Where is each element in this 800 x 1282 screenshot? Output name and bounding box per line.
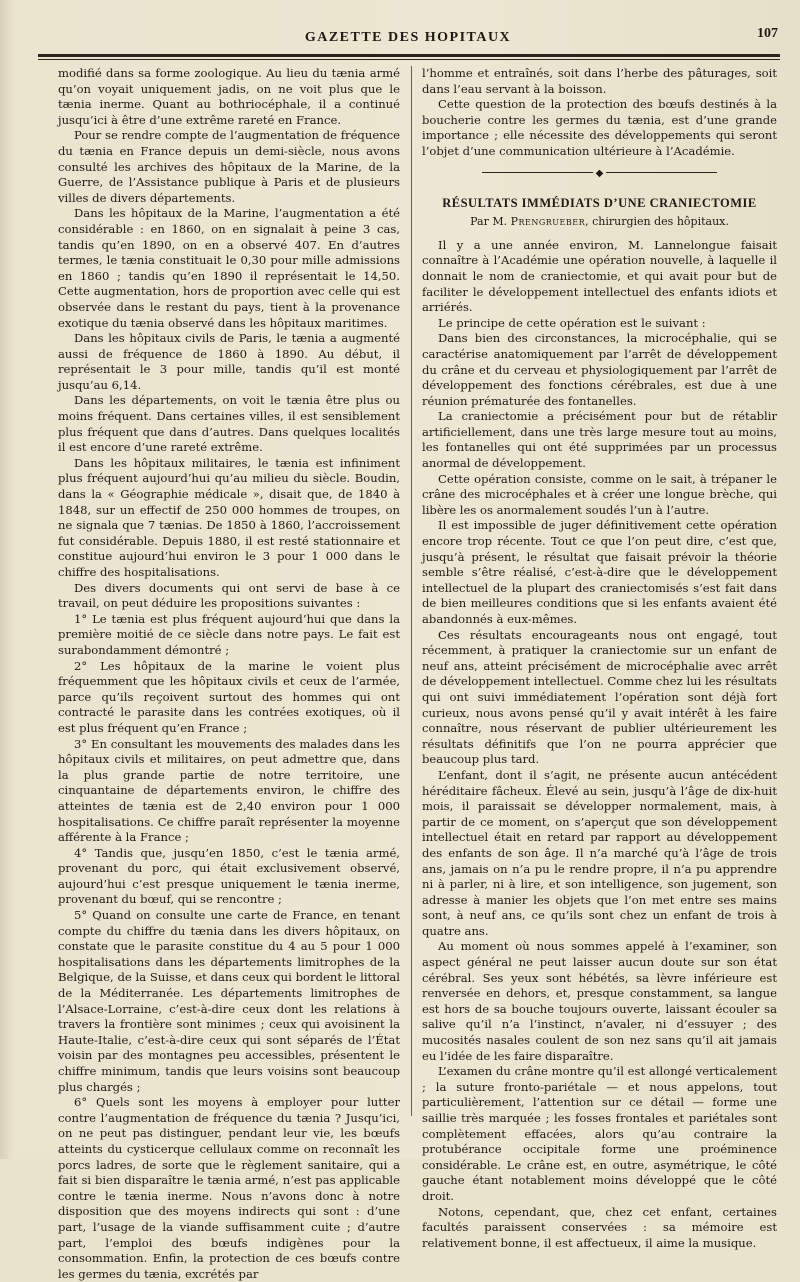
header-rule-thick xyxy=(38,54,780,57)
paragraph: 6° Quels sont les moyens à employer pour lutter contre l’augmentation de fréquence du tænia ? Jusqu’ici, on ne peut pas distinguer, pendant leur vie, les bœufs atteints du cysticerque cellulaux comme on reconnaît les porcs ladres, de sorte que le règlement sanitaire, qui a fait si bien disparaître le tænia armé, n’est pas applicable contre le tænia inerme. Nous n’avons donc à notre disposition que des moyens indirects qui sont : d’une part, l’usage de la viande suffisamment cuite ; d’autre part, l’emploi des bœufs indigènes pour la consommation. Enfin, la protection de ces bœufs contre les germes du tænia, excrétés par xyxy=(58,1095,400,1281)
paragraph: 4° Tandis que, jusqu’en 1850, c’est le tænia armé, provenant du porc, qui était exclusivement observé, aujourd’hui c’est presque uniquement le tænia inerme, provenant du bœuf, qui se rencontre ; xyxy=(58,845,400,907)
paragraph: Il est impossible de juger définitivement cette opération encore trop récente. Tout ce que l’on peut dire, c’est que, jusqu’à présent, le résultat que faisait prévoir la théorie semble s’être réalisé, c’est-à-dire que le développement intellectuel de la plupart des craniectomisés s’est fait dans de bien meilleures conditions que si les enfants avaient été abandonnés à eux-mêmes. xyxy=(422,518,777,626)
page-header xyxy=(38,24,778,54)
paragraph: Au moment où nous sommes appelé à l’examiner, son aspect général ne peut laisser aucun doute sur son état cérébral. Ses yeux sont hébétés, sa lèvre inférieure est renversée en dehors, et, presque constamment, sa langue est hors de sa bouche toujours ouverte, laissant écouler sa salive qu’il n’a l’instinct, n’avaler, ni d’essuyer ; des mucosités nasales coulent de son nez sans qu’il ait jamais eu l’idée de les faire disparaître. xyxy=(422,939,777,1063)
byline-suffix: , chirurgien des hôpitaux. xyxy=(585,215,729,229)
paragraph: Notons, cependant, que, chez cet enfant, certaines facultés paraissent conservées : sa mémoire est relativement bonne, il est affectueux, il aime la musique. xyxy=(422,1204,777,1250)
paragraph: 3° En consultant les mouvements des malades dans les hôpitaux civils et militaires, on peut admettre que, dans la plus grande partie de notre territoire, une cinquantaine de départements environ, le chiffre des atteintes de tænia est de 2,40 environ pour 1 000 hospitalisations. Ce chiffre paraît représenter la moyenne afférente à la France ; xyxy=(58,736,400,845)
paragraph: Ces résultats encourageants nous ont engagé, tout récemment, à pratiquer la craniectomie sur un enfant de neuf ans, atteint précisément de microcéphalie avec arrêt de développement intellectuel. Comme chez lui les résultats qui ont suivi immédiatement l’opération sont déjà fort curieux, nous avons pensé qu’il y avait intérêt à les faire connaître, nous réservant de publier ultérieurement les résultats définitifs que l’on ne pourra apprécier que beaucoup plus tard. xyxy=(422,627,777,767)
paragraph: Dans les hôpitaux civils de Paris, le tænia a augmenté aussi de fréquence de 1860 à 1890. Au début, il représentait le 3 pour mille, tandis qu’il est monté jusqu’au 6,14. xyxy=(58,331,400,392)
paragraph: modifié dans sa forme zoologique. Au lieu du tænia armé qu’on voyait uniquement jadis, on ne voit plus que le tænia inerme. Quant au bothriocéphale, il a continué jusqu’ici à être d’une extrême rareté en France. xyxy=(58,66,400,127)
header-rule-thin xyxy=(38,59,780,60)
article-title: RÉSULTATS IMMÉDIATS D’UNE CRANIECTOMIE xyxy=(442,195,757,210)
ornament-dot-icon: ◆ xyxy=(593,166,607,182)
paragraph: La craniectomie a précisément pour but de rétablir artificiellement, dans une très large mesure tout au moins, les fontanelles qui ont été supprimées par un processus anormal de développement. xyxy=(422,409,777,471)
right-column xyxy=(422,66,777,1251)
paragraph: L’enfant, dont il s’agit, ne présente aucun antécédent héréditaire fâcheux. Élevé au sein, jusqu’à l’âge de dix-huit mois, il paraissait se développer normalement, mais, à partir de ce moment, on s’aperçut que son développement intellectuel était en retard par rapport au développement des enfants de son âge. Il n’a marché qu’à l’âge de trois ans, jamais on n’a pu le rendre propre, il n’a pu apprendre ni à parler, ni à lire, et son intelligence, son jugement, son adresse à manier les objets que l’on met entre ses mains sont, à neuf ans, ce qu’ils sont chez un enfant de trois à quatre ans. xyxy=(422,767,777,938)
running-title: GAZETTE DES HOPITAUX xyxy=(304,30,512,45)
author-name: Prengrueber xyxy=(510,215,586,229)
paragraph: Des divers documents qui ont servi de base à ce travail, on peut déduire les propositions suivantes : xyxy=(58,580,400,611)
section-ornament xyxy=(422,166,777,180)
paragraph: Dans les départements, on voit le tænia être plus ou moins fréquent. Dans certaines villes, il est sensiblement plus fréquent que dans d’autres. Dans quelques localités il est encore d’une rareté extrême. xyxy=(58,393,400,455)
paragraph: Dans les hôpitaux de la Marine, l’augmentation a été considérable : en 1860, on en signalait à peine 3 cas, tandis qu’en 1890, on en a observé 407. En d’autres termes, le tænia constituait le 0,30 pour mille admissions en 1860 ; tandis qu’en 1890 il représentait le 14,50. Cette augmentation, hors de proportion avec celle qui est observée dans le restant du pays, tient à la provenance exotique du tænia observé dans les hôpitaux maritimes. xyxy=(58,206,400,330)
paragraph: Dans bien des circonstances, la microcéphalie, qui se caractérise anatomiquement par l’arrêt de développement du crâne et du cerveau et physiologiquement par l’arrêt de développement des fonctions cérébrales, est due à une réunion prématurée des fontanelles. xyxy=(422,331,777,408)
paragraph: Cette opération consiste, comme on le sait, à trépaner le crâne des microcéphales et à créer une longue brèche, qui libère les os anormalement soudés l’un à l’autre. xyxy=(422,471,777,517)
paragraph: 5° Quand on consulte une carte de France, en tenant compte du chiffre du tænia dans les divers hôpitaux, on constate que le parasite constitue du 4 au 5 pour 1 000 hospitalisations dans les départements limitrophes de la Belgique, de la Suisse, et dans ceux qui bordent le littoral de la Méditerranée. Les départements limitrophes de l’Alsace-Lorraine, c’est-à-dire ceux dont les relations à travers la frontière sont minimes ; ceux qui avoisinent la Haute-Italie, c’est-à-dire ceux qui sont séparés de l’État voisin par des montagnes peu accessibles, présentent le chiffre minimum, tandis que leurs voisins sont beaucoup plus chargés ; xyxy=(58,908,400,1094)
page-number: 107 xyxy=(757,26,778,41)
paragraph: Pour se rendre compte de l’augmentation de fréquence du tænia en France depuis un demi-siècle, nous avons consulté les archives des hôpitaux de la Marine, de la Guerre, de l’Assistance publique à Paris et de plusieurs villes de divers départements. xyxy=(58,128,400,205)
column-divider xyxy=(411,66,412,1116)
left-column xyxy=(58,66,400,1282)
paragraph: Cette question de la protection des bœufs destinés à la boucherie contre les germes du tænia, est d’une grande importance ; elle nécessite des développements qui seront l’objet d’une communication ultérieure à l’Académie. xyxy=(422,97,777,158)
paragraph: 1° Le tænia est plus fréquent aujourd’hui que dans la première moitié de ce siècle dans notre pays. Le fait est surabondamment démontré ; xyxy=(58,611,400,657)
paragraph: 2° Les hôpitaux de la marine le voient plus fréquemment que les hôpitaux civils et ceux de l’armée, parce qu’ils reçoivent surtout des hommes qui ont contracté le parasite dans les contrées exotiques, où il est plus fréquent qu’en France ; xyxy=(58,658,400,735)
article-byline xyxy=(422,214,777,230)
paragraph: Il y a une année environ, M. Lannelongue faisait connaître à l’Académie une opération nouvelle, à laquelle il donnait le nom de craniectomie, et qui avait pour but de faciliter le développement intellectuel des enfants idiots et arriérés. xyxy=(422,237,777,315)
paragraph: Le principe de cette opération est le suivant : xyxy=(438,315,706,330)
paragraph: l’homme et entraînés, soit dans l’herbe des pâturages, soit dans l’eau servant à la boisson. xyxy=(422,66,777,96)
paragraph: L’examen du crâne montre qu’il est allongé verticalement ; la suture fronto-pariétale — et nous appelons, tout particulièrement, l’attention sur ce détail — forme une saillie très marquée ; les fosses frontales et pariétales sont complètement effacées, alors qu’au contraire la protubérance occipitale forme une proéminence considérable. Le crâne est, en outre, asymétrique, le côté gauche étant notablement moins développé que le côté droit. xyxy=(422,1064,777,1203)
paragraph: Dans les hôpitaux militaires, le tænia est infiniment plus fréquent aujourd’hui qu’au milieu du siècle. Boudin, dans la « Géographie médicale », disait que, de 1840 à 1848, sur un effectif de 250 000 hommes de troupes, on ne signala que 7 tænias. De 1850 à 1860, l’accroissement fut considérable. Depuis 1880, il est resté stationnaire et constitue aujourd’hui environ le 3 pour 1 000 dans le chiffre des hospitalisations. xyxy=(58,455,400,579)
byline-prefix: Par M. xyxy=(470,215,508,229)
